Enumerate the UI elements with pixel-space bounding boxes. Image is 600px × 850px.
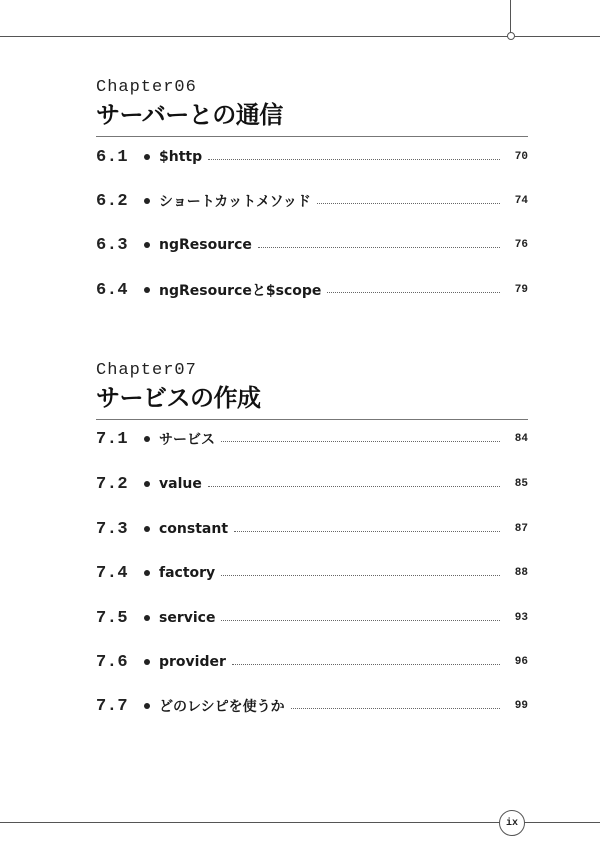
dot-leader	[258, 247, 500, 248]
bullet-icon	[144, 615, 150, 621]
section-title: $http	[159, 149, 203, 165]
section-title: ngResource	[159, 237, 252, 253]
page-number: 88	[514, 567, 528, 579]
bullet-icon	[144, 154, 150, 160]
bullet-icon	[144, 570, 150, 576]
toc-entry[interactable]	[96, 651, 528, 673]
section-number: 7.3	[96, 519, 129, 539]
section-number: 6.4	[96, 280, 129, 300]
page-number: 70	[514, 151, 528, 163]
section-title: ngResourceと$scope	[159, 283, 322, 299]
chapter-07-heading	[96, 362, 528, 420]
section-title: サービス	[159, 432, 215, 448]
section-number: 7.2	[96, 474, 129, 494]
bullet-icon	[144, 481, 150, 487]
section-number: 6.1	[96, 147, 129, 167]
chapter-title: サービスの作成	[96, 384, 261, 412]
toc-entry[interactable]	[96, 146, 528, 168]
section-title: service	[159, 610, 216, 626]
section-number: 7.1	[96, 429, 129, 449]
bullet-icon	[144, 287, 150, 293]
folio-page-number: ix	[499, 810, 525, 836]
bullet-icon	[144, 242, 150, 248]
section-title: ショートカットメソッド	[159, 194, 311, 210]
section-number: 7.7	[96, 696, 129, 716]
section-number: 6.2	[96, 191, 129, 211]
chapter-label: Chapter07	[96, 361, 197, 380]
toc-entry[interactable]	[96, 607, 528, 629]
page-number: 76	[514, 239, 528, 251]
toc-entry[interactable]	[96, 428, 528, 450]
top-crop-mark-dot	[507, 32, 515, 40]
page-number: 74	[514, 195, 528, 207]
bullet-icon	[144, 198, 150, 204]
section-title: value	[159, 476, 202, 492]
page-number: 87	[514, 523, 528, 535]
dot-leader	[234, 531, 500, 532]
dot-leader	[208, 159, 500, 160]
chapter-label: Chapter06	[96, 78, 197, 97]
section-title: factory	[159, 565, 216, 581]
dot-leader	[208, 486, 500, 487]
dot-leader	[221, 620, 500, 621]
page-number: 85	[514, 478, 528, 490]
chapter-title: サーバーとの通信	[96, 101, 283, 129]
dot-leader	[317, 203, 500, 204]
dot-leader	[327, 292, 500, 293]
toc-entry[interactable]	[96, 518, 528, 540]
top-crop-mark	[510, 0, 511, 36]
page-number: 93	[514, 612, 528, 624]
chapter-rule	[96, 136, 528, 137]
section-title: どのレシピを使うか	[159, 699, 285, 715]
dot-leader	[221, 575, 500, 576]
bullet-icon	[144, 703, 150, 709]
dot-leader	[221, 441, 500, 442]
section-number: 6.3	[96, 235, 129, 255]
toc-entry[interactable]	[96, 695, 528, 717]
toc-entry[interactable]	[96, 473, 528, 495]
section-number: 7.4	[96, 563, 129, 583]
bullet-icon	[144, 526, 150, 532]
section-number: 7.6	[96, 652, 129, 672]
toc-entry[interactable]	[96, 190, 528, 212]
page-number: 96	[514, 656, 528, 668]
bullet-icon	[144, 659, 150, 665]
chapter-rule	[96, 419, 528, 420]
toc-entry[interactable]	[96, 279, 528, 301]
chapter-06-heading	[96, 79, 528, 137]
bullet-icon	[144, 436, 150, 442]
section-title: provider	[159, 654, 226, 670]
page-number: 99	[514, 700, 528, 712]
section-number: 7.5	[96, 608, 129, 628]
dot-leader	[291, 708, 500, 709]
dot-leader	[232, 664, 500, 665]
section-title: constant	[159, 521, 229, 537]
toc-entry[interactable]	[96, 234, 528, 256]
page-number: 79	[514, 284, 528, 296]
toc-entry[interactable]	[96, 562, 528, 584]
page-number: 84	[514, 433, 528, 445]
